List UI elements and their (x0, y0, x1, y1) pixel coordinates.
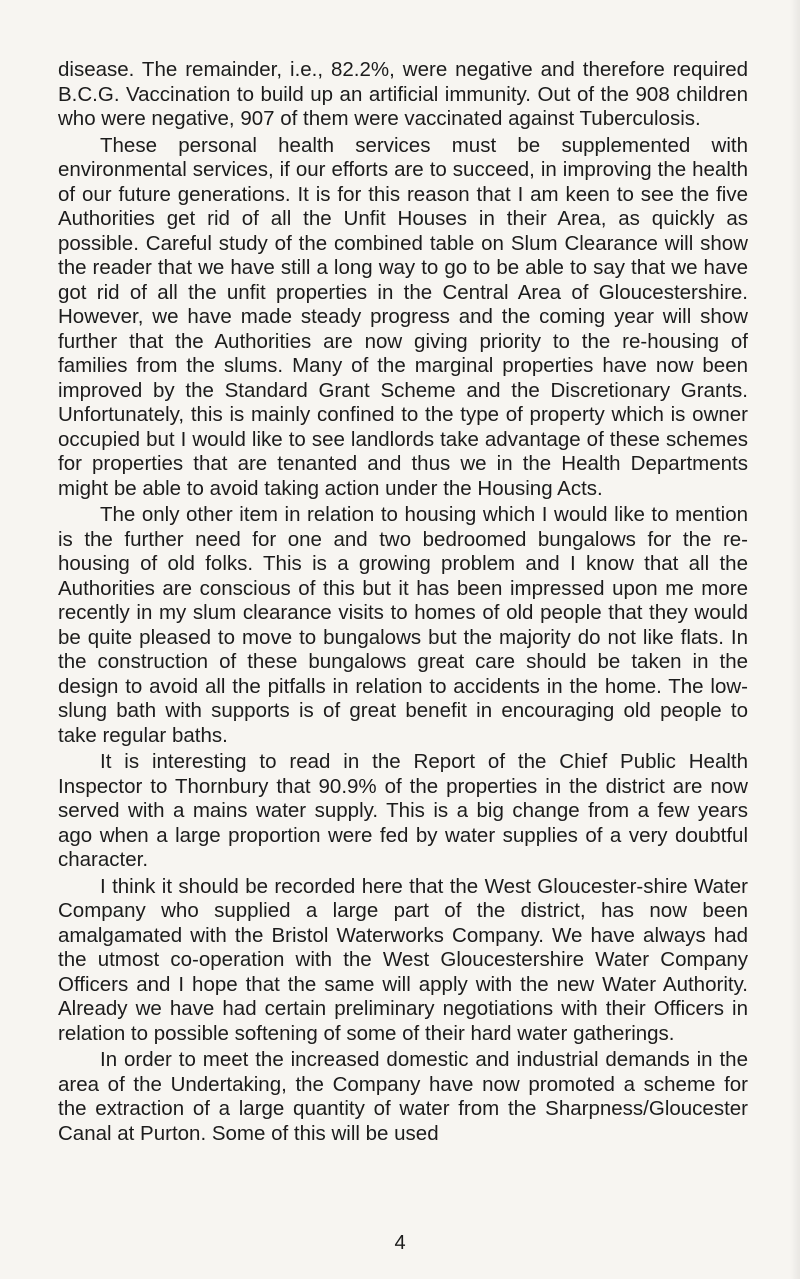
document-body (58, 58, 748, 1146)
paragraph-2: These personal health services must be supplemented with environmental services, if our efforts are to succeed, in improving the health of our future generations. It is for this reason that I am keen to see the five Authorities get rid of all the Unfit Houses in their Area, as quickly as possible. Careful study of the combined table on Slum Clearance will show the reader that we have still a long way to go to be able to say that we have got rid of all the unfit properties in the Central Area of Gloucestershire. However, we have made steady progress and the coming year will show further that the Authorities are now giving priority to the re-housing of families from the slums. Many of the marginal properties have now been improved by the Standard Grant Scheme and the Discretionary Grants. Unfortunately, this is mainly confined to the type of property which is owner occupied but I would like to see landlords take advantage of these schemes for properties that are tenanted and thus we in the Health Departments might be able to avoid taking action under the Housing Acts. (58, 133, 748, 500)
paragraph-5: I think it should be recorded here that the West Gloucester-shire Water Company who supplied a large part of the district, has now been amalgamated with the Bristol Waterworks Company. We have always had the utmost co-operation with the West Gloucestershire Water Company Officers and I hope that the same will apply with the new Water Authority. Already we have had certain preliminary negotiations with their Officers in relation to possible softening of some of their hard water gatherings. (58, 874, 748, 1045)
page-edge (790, 0, 800, 1279)
paragraph-4: It is interesting to read in the Report of the Chief Public Health Inspector to Thornbury that 90.9% of the properties in the district are now served with a mains water supply. This is a big change from a few years ago when a large proportion were fed by water supplies of a very doubtful character. (58, 750, 748, 871)
page-number: 4 (394, 1232, 406, 1254)
paragraph-1: disease. The remainder, i.e., 82.2%, were negative and therefore required B.C.G. Vaccination to build up an artificial immunity. Out of the 908 children who were negative, 907 of them were vaccinated against Tuberculosis. (58, 58, 748, 130)
paragraph-3: The only other item in relation to housing which I would like to mention is the further need for one and two bedroomed bungalows for the re-housing of old folks. This is a growing problem and I know that all the Authorities are conscious of this but it has been impressed upon me more recently in my slum clearance visits to homes of old people that they would be quite pleased to move to bungalows but the majority do not like flats. In the construction of these bungalows great care should be taken in the design to avoid all the pitfalls in relation to accidents in the home. The low-slung bath with supports is of great benefit in encouraging old people to take regular baths. (58, 503, 748, 747)
paragraph-6: In order to meet the increased domestic and industrial demands in the area of the Undertaking, the Company have now promoted a scheme for the extraction of a large quantity of water from the Sharpness/Gloucester Canal at Purton. Some of this will be used (58, 1048, 748, 1145)
